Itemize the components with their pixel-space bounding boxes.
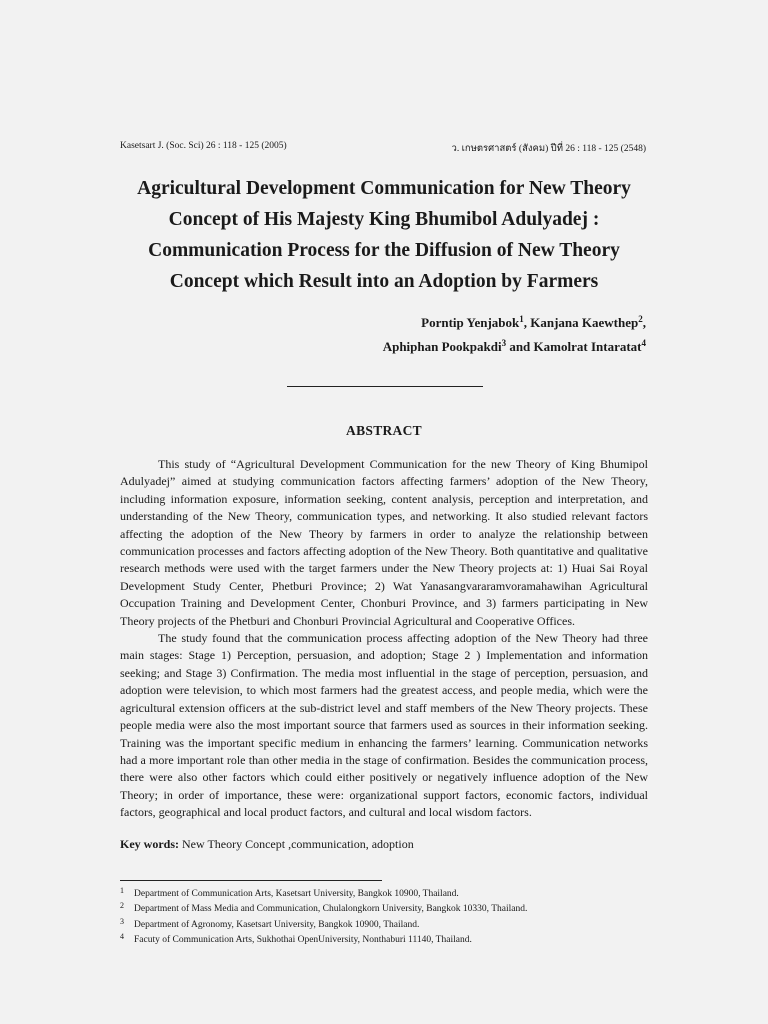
- title-line: Agricultural Development Communication for New Theory: [137, 178, 631, 199]
- footnote: 1 Department of Communication Arts, Kasetsart University, Bangkok 10900, Thailand.: [120, 886, 459, 899]
- title-line: Concept of His Majesty King Bhumibol Adulyadej :: [168, 209, 600, 230]
- keywords-text: New Theory Concept ,communication, adoption: [182, 837, 414, 851]
- author-separator: ,: [523, 315, 531, 330]
- footnote-text: Department of Communication Arts, Kasetsart University, Bangkok 10900, Thailand.: [134, 889, 459, 899]
- running-head-left: Kasetsart J. (Soc. Sci) 26 : 118 - 125 (2005): [120, 141, 287, 151]
- abstract-body: [120, 456, 648, 822]
- abstract-paragraph: The study found that the communication process affecting adoption of the New Theory had three main stages: Stage 1) Perception, persuasion, and adoption; Stage 2 ) Implementation and information seeking; and Stage 3) Confirmation. The media most influential in the stage of perception, persuasion, and adoption were television, to which most farmers had the greatest access, and people media, which were the agricultural extension officers at the sub-district level and staff members of the New Theory projects. These people media were also the most important source that farmers used as sources in their information seeking. Training was the important specific medium in enhancing the farmers’ learning. Communication networks had a more important role than other media in the stage of confirmation. Besides the communication process, there were also other factors which could either positively or negatively influence adoption of the New Theory; in order of importance, these were: organizational support factors, economic factors, individual factors, geographical and local product factors, and cultural and local wisdom factors.: [120, 631, 648, 820]
- affiliation-mark: 1: [519, 314, 524, 324]
- author-separator: ,: [642, 315, 646, 330]
- footnote-rule: [120, 880, 382, 881]
- running-head-right: ว. เกษตรศาสตร์ (สังคม) ปีที่ 26 : 118 - 125 (2548): [451, 144, 646, 154]
- keywords: [120, 836, 648, 853]
- title-line: Communication Process for the Diffusion of New Theory: [148, 240, 620, 261]
- abstract-heading: ABSTRACT: [346, 423, 422, 438]
- author-name: Aphiphan Pookpakdi: [382, 339, 502, 354]
- author-list: [383, 311, 646, 359]
- author-separator: and: [506, 339, 534, 354]
- footnote-text: Department of Agronomy, Kasetsart University, Bangkok 10900, Thailand.: [134, 919, 420, 930]
- author-name: Porntip Yenjabok: [421, 315, 520, 330]
- author-line: [383, 335, 646, 359]
- author-name: Kanjana Kaewthep: [530, 315, 639, 330]
- author-line: [383, 311, 646, 335]
- abstract-paragraph: This study of “Agricultural Development Communication for the new Theory of King Bhumipol Adulyadej” aimed at studying communication factors affecting farmers’ adoption of the New Theory, including information exposure, information seeking, content analysis, perception and interpretation, and understanding of the New Theory, communication types, and networking. It also studied relevant factors affecting the adoption of the New Theory by farmers in order to analyze the relationship between communication processes and factors affecting adoption of the New Theory. Both quantitative and qualitative research methods were used with the target farmers under the New Theory projects at: 1) Huai Sai Royal Development Study Center, Phetburi Province; 2) Wat Yanasangvararamvoramahawihan Agricultural Occupation Training and Development Center, Chonburi Province, and 3) farmers participating in New Theory projects of the Phetburi and Chonburi Provincial Agricultural and Cooperative Offices.: [120, 457, 648, 628]
- author-name: Kamolrat Intaratat: [533, 339, 642, 354]
- footnote: 4 Facuty of Communication Arts, Sukhothai OpenUniversity, Nonthaburi 11140, Thailand.: [120, 932, 472, 946]
- footnotes: [120, 887, 648, 949]
- paper-title: [100, 173, 668, 297]
- affiliation-mark: 4: [641, 338, 646, 348]
- footnote-text: Department of Mass Media and Communication, Chulalongkorn University, Bangkok 10330, Thailand.: [134, 904, 528, 915]
- title-line: Concept which Result into an Adoption by Farmers: [169, 271, 599, 292]
- running-head: [120, 141, 646, 155]
- affiliation-mark: 2: [638, 314, 643, 324]
- keywords-label: Key words:: [120, 837, 179, 851]
- affiliation-mark: 3: [501, 338, 507, 348]
- title-separator-rule: [287, 386, 483, 387]
- footnote: 3 Department of Agronomy, Kasetsart University, Bangkok 10900, Thailand.: [120, 916, 420, 930]
- footnote: 2 Department of Mass Media and Communication, Chulalongkorn University, Bangkok 10330, Thailand.: [120, 901, 528, 915]
- footnote-text: Facuty of Communication Arts, Sukhothai OpenUniversity, Nonthaburi 11140, Thailand.: [134, 935, 472, 946]
